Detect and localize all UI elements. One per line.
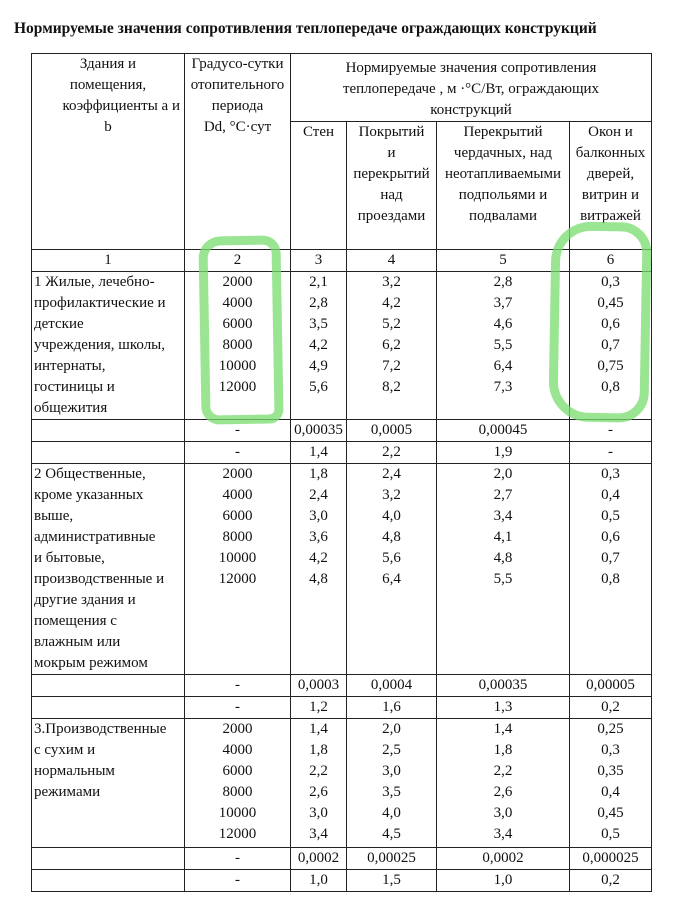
coef-b-row: - 1,2 1,6 1,3 0,2 [32, 697, 652, 719]
section-row [32, 464, 652, 675]
floors-values: 2,0 2,7 3,4 4,1 4,8 5,5 [437, 464, 570, 675]
section-row [32, 272, 652, 420]
dd-values: 2000 4000 6000 8000 10000 12000 [185, 719, 291, 848]
walls-values: 1,8 2,4 3,0 3,6 4,2 4,8 [291, 464, 347, 675]
header-roofs: Покрытий и перекрытий над проездами [347, 122, 437, 250]
coef-b-row: - 1,4 2,2 1,9 - [32, 442, 652, 464]
floors-values: 1,4 1,8 2,2 2,6 3,0 3,4 [437, 719, 570, 848]
windows-values: 0,3 0,4 0,5 0,6 0,7 0,8 [570, 464, 652, 675]
col-number: 6 [570, 250, 652, 272]
section-label: 3.Производственные с сухим и нормальным режимами [32, 719, 185, 848]
document-title: Нормируемые значения сопротивления теплопередаче ограждающих конструкций [14, 20, 597, 37]
windows-values: 0,25 0,3 0,35 0,4 0,45 0,5 [570, 719, 652, 848]
dd-values: 2000 4000 6000 8000 10000 12000 [185, 272, 291, 420]
walls-values: 1,4 1,8 2,2 2,6 3,0 3,4 [291, 719, 347, 848]
coef-a-row: - 0,00035 0,0005 0,00045 - [32, 420, 652, 442]
windows-values: 0,3 0,45 0,6 0,7 0,75 0,8 [570, 272, 652, 420]
header-buildings: Здания и помещения, коэффициенты a и b [32, 54, 185, 250]
roofs-values: 3,2 4,2 5,2 6,2 7,2 8,2 [347, 272, 437, 420]
coef-a-row: - 0,0003 0,0004 0,00035 0,00005 [32, 675, 652, 697]
col-number: 5 [437, 250, 570, 272]
roofs-values: 2,4 3,2 4,0 4,8 5,6 6,4 [347, 464, 437, 675]
header-floors: Перекрытий чердачных, над неотапливаемыми подпольями и подвалами [437, 122, 570, 250]
header-walls: Стен [291, 122, 347, 250]
header-resistance-group: Нормируемые значения сопротивления теплопередаче , м ·°С/Вт, ограждающих конструкций [291, 54, 652, 122]
coef-a-row: - 0,0002 0,00025 0,0002 0,000025 [32, 848, 652, 870]
col-number: 2 [185, 250, 291, 272]
coef-b-row: - 1,0 1,5 1,0 0,2 [32, 870, 652, 892]
header-windows: Окон и балконных дверей, витрин и витражей [570, 122, 652, 250]
walls-values: 2,1 2,8 3,5 4,2 4,9 5,6 [291, 272, 347, 420]
floors-values: 2,8 3,7 4,6 5,5 6,4 7,3 [437, 272, 570, 420]
header-degree-days: Градусо-сутки отопительного периода Dd, °С·сут [185, 54, 291, 250]
roofs-values: 2,0 2,5 3,0 3,5 4,0 4,5 [347, 719, 437, 848]
section-label: 1 Жилые, лечебно- профилактические и детские учреждения, школы, интернаты, гостиницы и общежития [32, 272, 185, 420]
column-numbers-row [32, 250, 652, 272]
section-row [32, 719, 652, 848]
resistance-table [31, 53, 652, 892]
col-number: 3 [291, 250, 347, 272]
col-number: 4 [347, 250, 437, 272]
section-label: 2 Общественные, кроме указанных выше, административные и бытовые, производственные и другие здания и помещения с влажным или мокрым режимом [32, 464, 185, 675]
col-number: 1 [32, 250, 185, 272]
dd-values: 2000 4000 6000 8000 10000 12000 [185, 464, 291, 675]
